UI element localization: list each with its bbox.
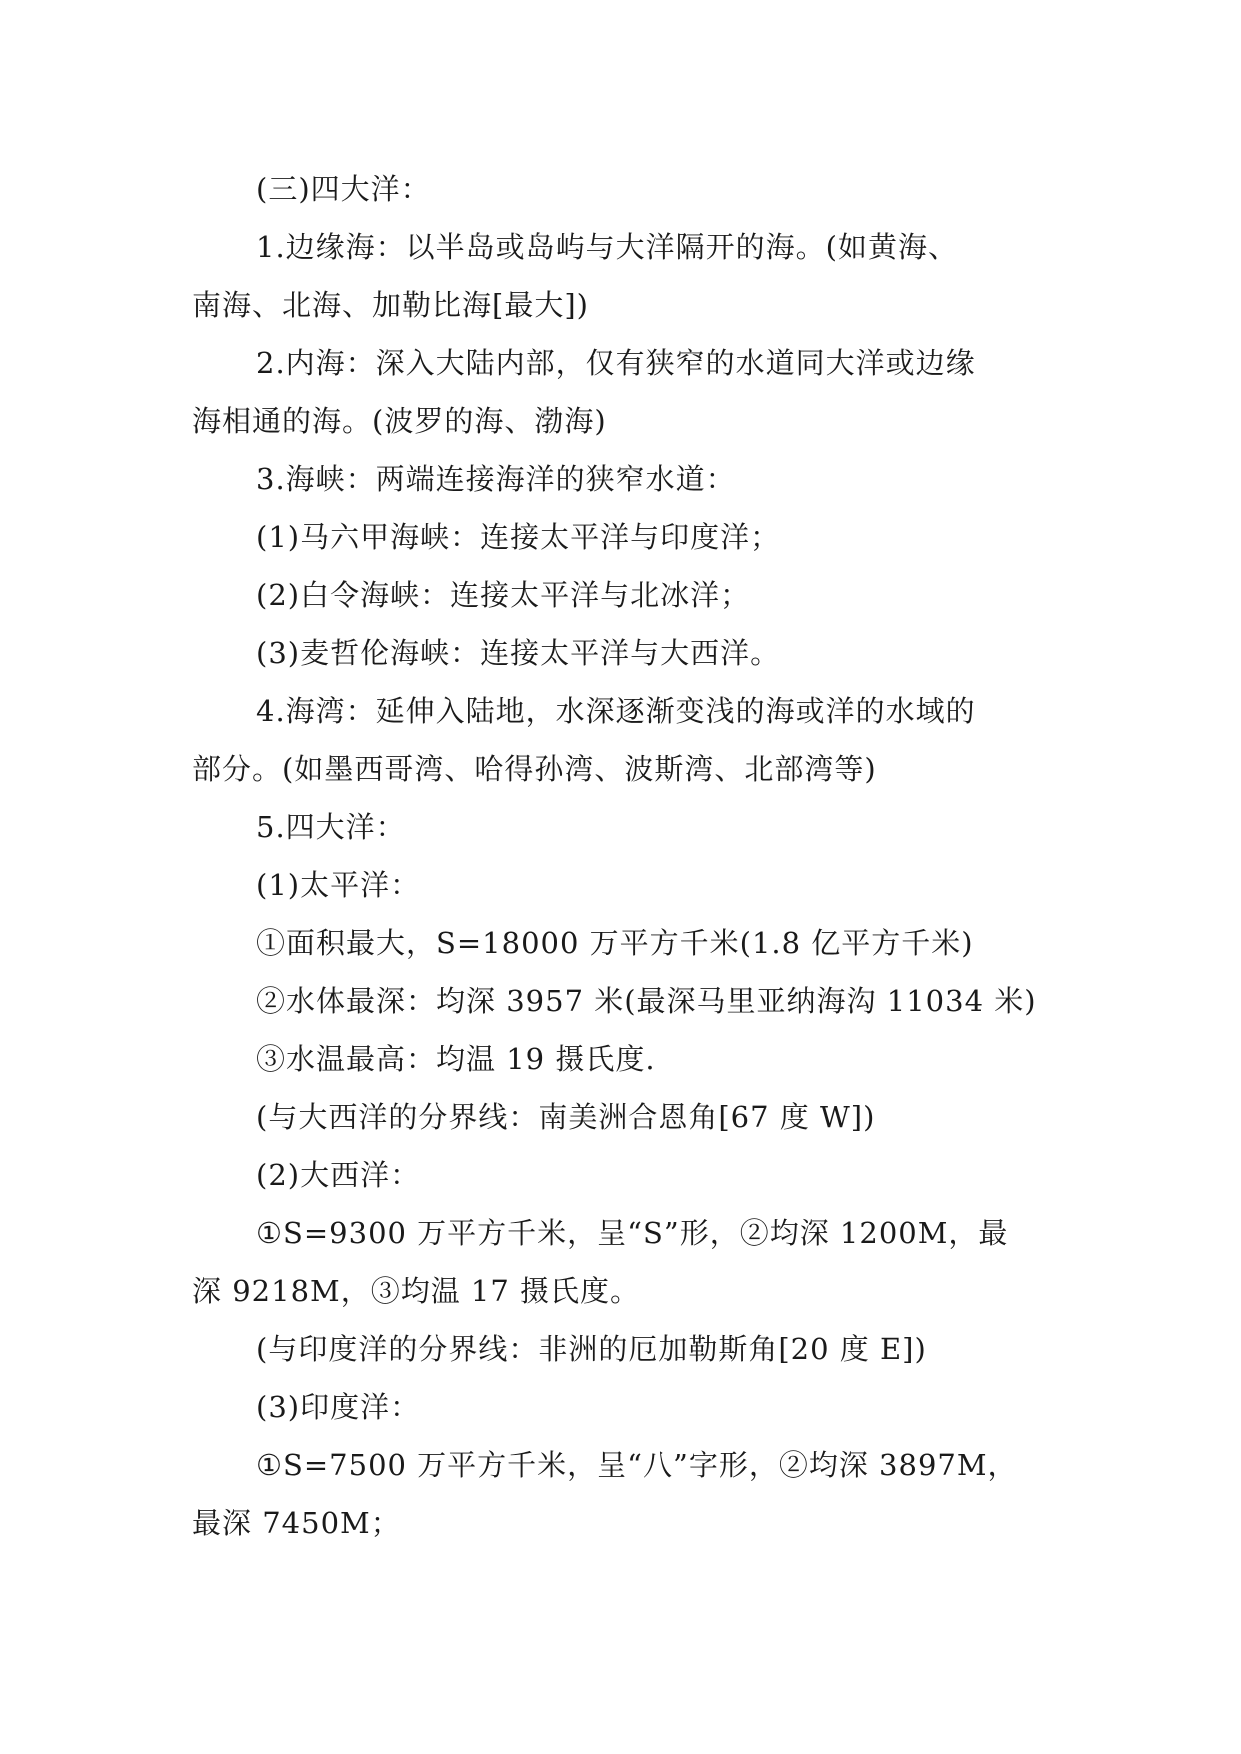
- pacific-temperature: ③水温最高：均温 19 摄氏度.: [256, 1042, 656, 1076]
- subheading-four-oceans: 5.四大洋：: [256, 810, 406, 844]
- atlantic-facts-cont: 深 9218M，③均温 17 摄氏度。: [192, 1274, 641, 1308]
- subheading-atlantic: (2)大西洋：: [256, 1158, 421, 1192]
- list-item-bering-strait: (2)白令海峡：连接太平洋与北冰洋；: [256, 578, 751, 612]
- atlantic-facts: ①S=9300 万平方千米，呈“S”形，②均深 1200M，最: [256, 1216, 1009, 1250]
- paragraph-strait: 3.海峡：两端连接海洋的狭窄水道：: [256, 462, 736, 496]
- paragraph-inland-sea-cont: 海相通的海。(波罗的海、渤海): [192, 404, 607, 438]
- subheading-pacific: (1)太平洋：: [256, 868, 421, 902]
- list-item-malacca-strait: (1)马六甲海峡：连接太平洋与印度洋；: [256, 520, 781, 554]
- paragraph-inland-sea: 2.内海：深入大陆内部，仅有狭窄的水道同大洋或边缘: [256, 346, 976, 380]
- atlantic-indian-boundary: (与印度洋的分界线：非洲的厄加勒斯角[20 度 E]): [256, 1332, 927, 1366]
- paragraph-marginal-sea: 1.边缘海：以半岛或岛屿与大洋隔开的海。(如黄海、: [256, 230, 958, 264]
- paragraph-bay: 4.海湾：延伸入陆地，水深逐渐变浅的海或洋的水域的: [256, 694, 976, 728]
- paragraph-bay-cont: 部分。(如墨西哥湾、哈得孙湾、波斯湾、北部湾等): [192, 752, 877, 786]
- indian-facts: ①S=7500 万平方千米，呈“八”字形，②均深 3897M，: [256, 1448, 1018, 1482]
- subheading-indian: (3)印度洋：: [256, 1390, 421, 1424]
- list-item-magellan-strait: (3)麦哲伦海峡：连接太平洋与大西洋。: [256, 636, 781, 670]
- pacific-depth: ②水体最深：均深 3957 米(最深马里亚纳海沟 11034 米): [256, 984, 1037, 1018]
- pacific-area: ①面积最大，S=18000 万平方千米(1.8 亿平方千米): [256, 926, 974, 960]
- indian-facts-cont: 最深 7450M；: [192, 1506, 401, 1540]
- document-body: [192, 160, 1052, 1552]
- paragraph-marginal-sea-cont: 南海、北海、加勒比海[最大]): [192, 288, 589, 322]
- pacific-atlantic-boundary: (与大西洋的分界线：南美洲合恩角[67 度 W]): [256, 1100, 876, 1134]
- section-heading-four-oceans: (三)四大洋：: [256, 172, 431, 206]
